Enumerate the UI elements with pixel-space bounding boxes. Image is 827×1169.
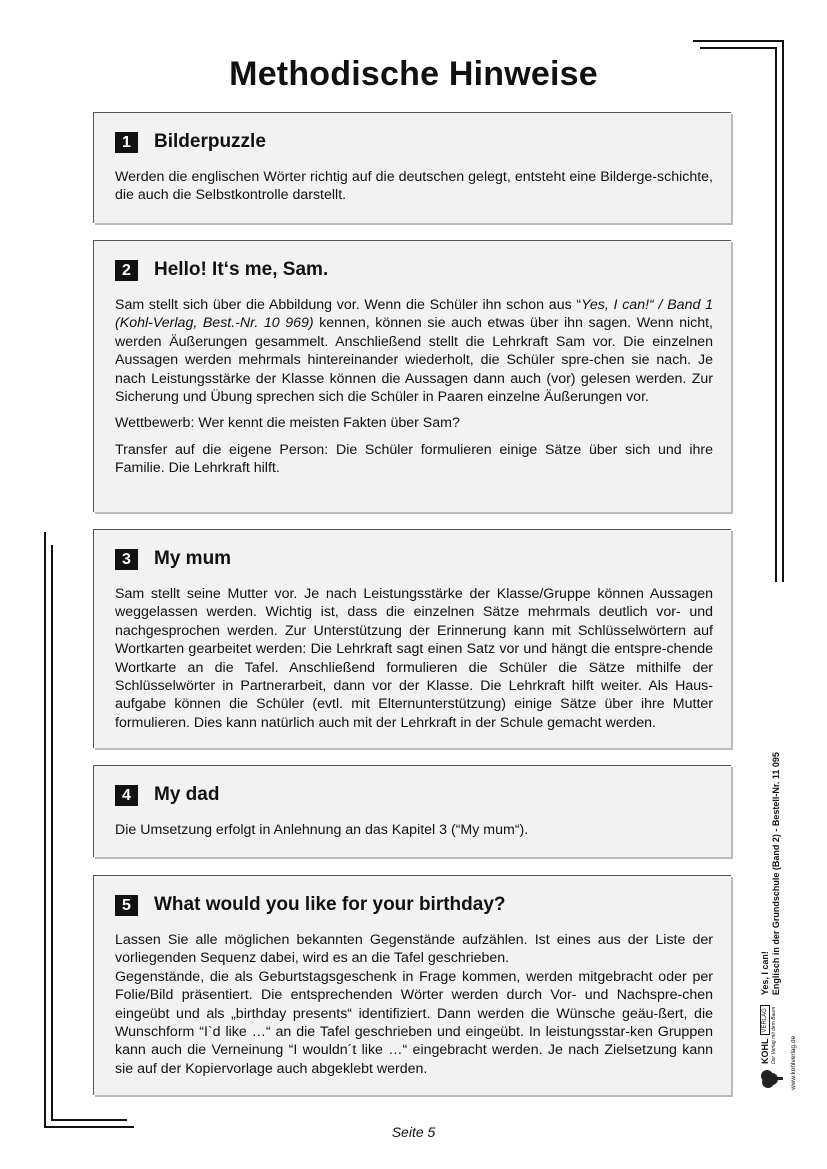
logo-tagline: Der Verlag mit dem Baum [771,1006,777,1064]
logo-line [760,1005,770,1064]
frame-line [782,40,784,582]
page-number: Seite 5 [391,1124,436,1140]
section-paragraph: Die Umsetzung erfolgt in Anlehnung an das Kapitel 3 (“My mum“). [115,822,529,838]
section-number-badge: 2 [115,260,138,281]
logo-name: KOHL [760,1038,770,1064]
book-info [760,752,782,995]
book-title: Yes, I can! [760,951,770,996]
publisher-website: www.kohlverlag.de [790,1035,797,1090]
frame-line [775,47,777,582]
section-paragraph: Sam stellt seine Mutter vor. Je nach Leistungsstärke der Klasse/Gruppe können Aussagen weggelassen werden. Wichtig ist, dass die einzelnen Sätze mehrmals deutlich vor- und nachgesprochen werden. Zur Unterstützung der Erinnerung kann mit Schlüsselwörtern auf Wortkarten gearbeitet werden: Die Lehrkraft sagt einen Satz vor und hängt die entspre-chende Wortkarte an die Tafel. Anschließend formulieren die Schüler die Sätze mithilfe der Schlüsselwörter in Partnerarbeit, dann vor der Klasse. Die Lehrkraft hilft weiter. Als Haus-aufgabe können die Schüler (evtl. mit Elternunterstützung) einige Sätze über ihre Mutter formulieren. Dies kann natürlich auch mit der Lehrkraft in der Schule gemacht werden. [115,586,713,731]
section-hello-sam [93,240,731,512]
section-header [115,131,713,153]
section-paragraph: Werden die englischen Wörter richtig auf die deutschen gelegt, entsteht eine Bilderge-schichte, die auch die Selbstkontrolle darstellt. [115,169,713,204]
frame-line [693,40,783,42]
frame-line [44,532,46,1127]
section-heading: Hello! It‘s me, Sam. [154,259,329,280]
paragraph-text: Sam stellt sich über die Abbildung vor. Wenn die Schüler ihn schon aus “ [115,297,582,313]
section-bilderpuzzle [93,112,731,223]
section-heading: What would you like for your birthday? [154,894,506,915]
section-paragraph: Wettbewerb: Wer kennt die meisten Fakten über Sam? [115,415,460,432]
section-my-mum [93,529,731,748]
frame-line [700,47,776,49]
section-header [115,259,713,281]
section-paragraph [115,296,713,406]
section-number-badge: 4 [115,785,138,806]
book-reference: Yes, I can!“ / Band 1 (Kohl-Verlag, Best.-Nr. 10 969) [115,297,713,332]
section-heading: My dad [154,784,220,805]
section-birthday [93,875,731,1095]
book-subtitle: Englisch in der Grundschule (Band 2) - Bestell-Nr. 11 095 [771,752,781,996]
logo-badge: VERLAG [760,1005,770,1035]
section-header [115,784,713,806]
publisher-sidebar [760,750,820,1090]
section-my-dad [93,765,731,857]
section-paragraph: Gegenstände, die als Geburtstagsgeschenk in Frage kommen, werden mitgebracht oder per Folie/Bild präsentiert. Die entsprechenden Wörter werden durch Vor- und Nachspre-chen eingeübt und als „birthday presents“ identifiziert. Dann werden die Wünsche geäu-ßert, die Wunschform “I`d like …“ an die Tafel geschrieben und eingeübt. In leistungsstar-ken Gruppen kann auch die Verneinung “I wouldn´t like …“ eingebracht werden. Je nach Zielsetzung kann sie auf der Kopiervorlage auch abgeklebt werden. [115,968,713,1077]
frame-line [51,1119,127,1121]
section-number-badge: 5 [115,895,138,916]
frame-line [51,545,53,1120]
section-paragraph: Transfer auf die eigene Person: Die Schüler formulieren einige Sätze über sich und ihre Familie. Die Lehrkraft hilft. [115,441,713,477]
tree-icon [760,1068,784,1090]
paragraph-text: kennen, können sie auch etwas über ihn sagen. Wenn nicht, werden Äußerungen gesammelt. Anschließend stellt die Lehrkraft Sam vor. Die einzelnen Aussagen werden mehrmals hintereinander wiederholt, die Schüler spre-chen sie nach. Je nach Leistungsstärke der Klasse können die Aussagen dann auch (vor) gelesen werden. Zur Sicherung und Übung sprechen sich die Schüler in Paaren einzelne Äußerungen vor. [115,315,713,406]
publisher-logo [760,1005,777,1064]
section-heading: My mum [154,548,232,569]
section-heading: Bilderpuzzle [154,131,266,152]
section-paragraph: Lassen Sie alle möglichen bekannten Gegenstände aufzählen. Ist eines aus der Liste der vorliegenden Sequenz dabei, wird es an die Tafel geschrieben. [115,932,713,967]
section-number-badge: 1 [115,132,138,153]
section-header [115,548,713,570]
sidebar-row [760,750,790,1090]
section-header [115,894,713,916]
page-title: Methodische Hinweise [229,54,598,93]
section-number-badge: 3 [115,549,138,570]
